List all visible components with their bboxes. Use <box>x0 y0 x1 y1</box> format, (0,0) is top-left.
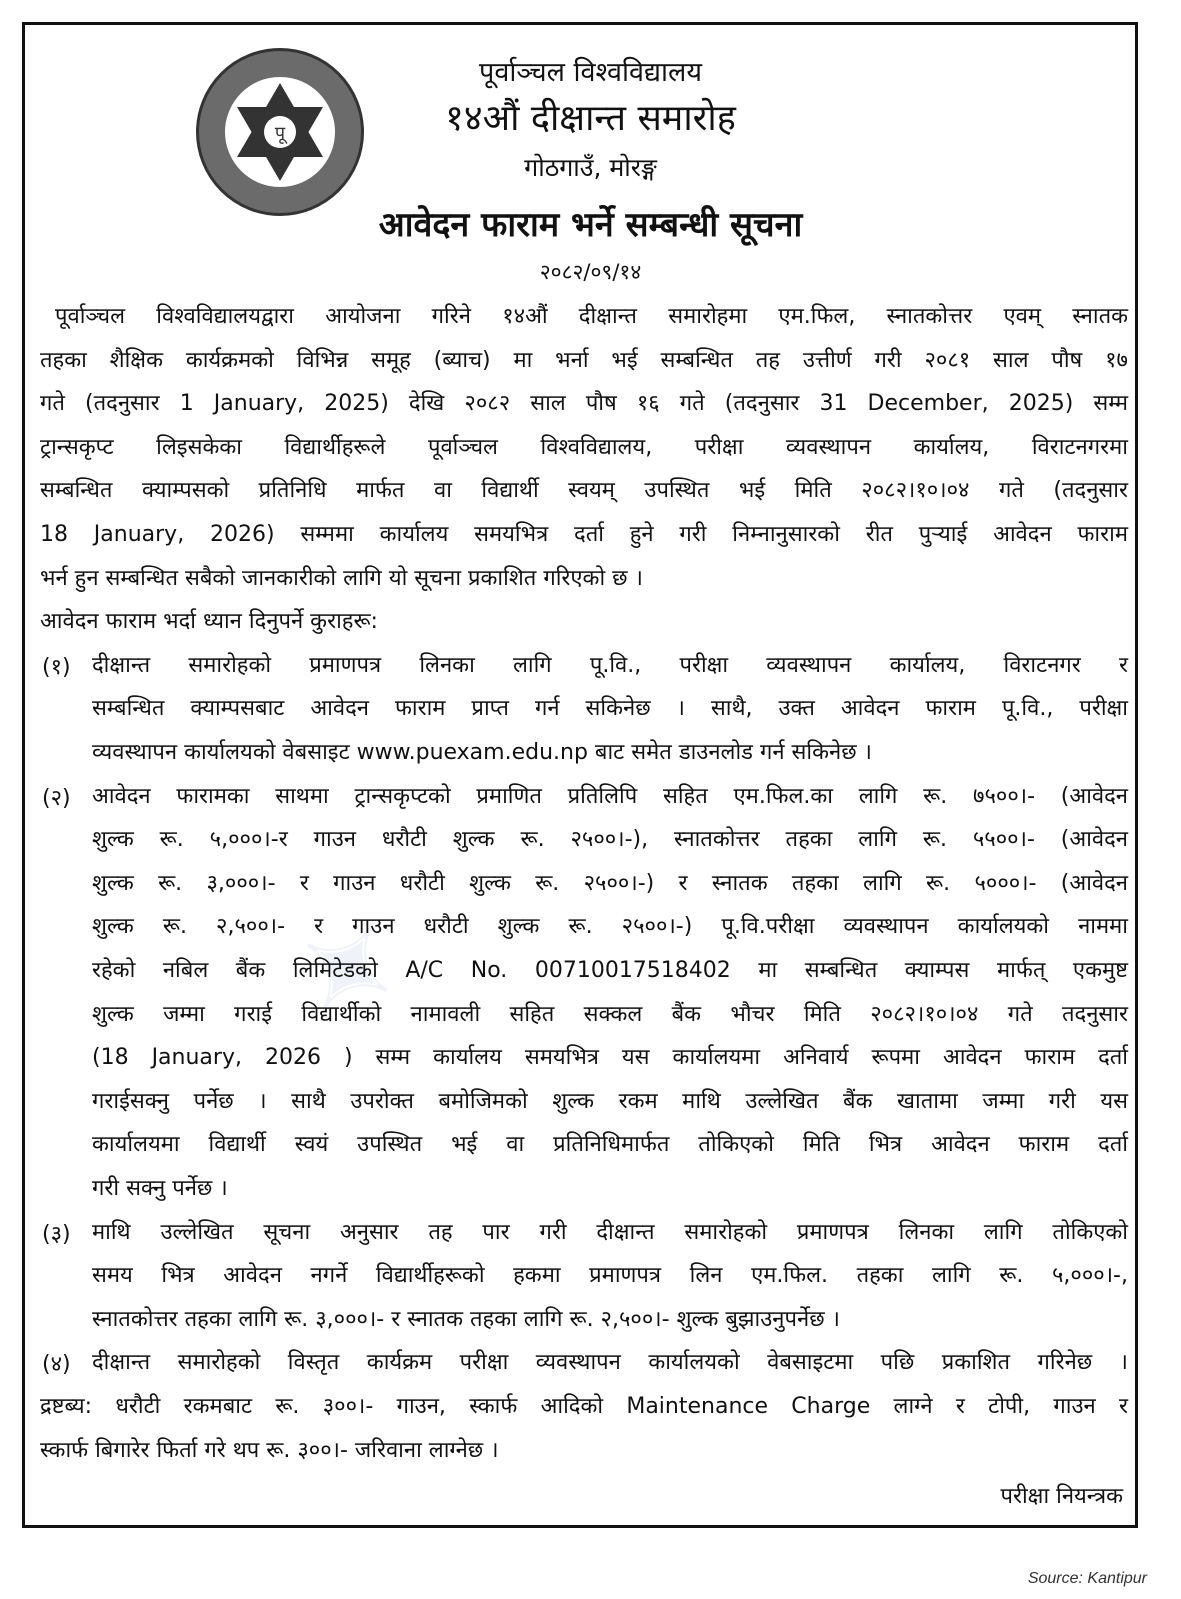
notice-title: आवेदन फाराम भर्ने सम्बन्धी सूचना <box>378 205 803 245</box>
text-line: व्यवस्थापन कार्यालयको वेबसाइट www.puexam.edu.np बाट समेत डाउनलोड गर्न सकिनेछ । <box>92 740 872 765</box>
text-line: तहका शैक्षिक कार्यक्रमको विभिन्न समूह (ब्याच) मा भर्ना भई सम्बन्धित तह उत्तीर्ण गरी २०८१ साल पौष १७ <box>40 347 1128 373</box>
location: गोठगाउँ, मोरङ्ग <box>524 153 657 182</box>
text-line: गते (तदनुसार 1 January, 2025) देखि २०८२ साल पौष १६ गते (तदनुसार 31 December, 2025) सम्म <box>40 391 1128 417</box>
point-number: (३) <box>42 1221 71 1247</box>
text-line: शुल्क रू. ५,०००।-र गाउन धरौटी शुल्क रू. २५००।-), स्नातकोत्तर तहका लागि रू. ५५००।- (आवेदन <box>92 827 1128 853</box>
text-line: माथि उल्लेखित सूचना अनुसार तह पार गरी दीक्षान्त समारोहको प्रमाणपत्र लिनका लागि तोकिएको <box>92 1219 1128 1245</box>
text-line: स्कार्फ बिगारेर फिर्ता गरे थप रू. ३००।- जरिवाना लाग्नेछ । <box>40 1437 499 1463</box>
text-line: आवेदन फारामका साथमा ट्रान्सकृप्टको प्रमाणित प्रतिलिपि सहित एम.फिल.का लागि रू. ७५००।- (आवेदन <box>92 783 1128 809</box>
svg-text:पू: पू <box>274 123 286 144</box>
text-line: शुल्क रू. २,५००।- र गाउन धरौटी शुल्क रू. २५००।-) पू.वि.परीक्षा व्यवस्थापन कार्यालयको नाममा <box>92 914 1128 940</box>
text-line: गरी सक्नु पर्नेछ । <box>92 1176 228 1201</box>
text-line: ट्रान्सकृप्ट लिइसकेका विद्यार्थीहरूले पूर्वाञ्चल विश्वविद्यालय, परीक्षा व्यवस्थापन कार्यालय, विराटनगरमा <box>40 434 1128 460</box>
point-number: (२) <box>42 785 71 811</box>
text-line: पूर्वाञ्चल विश्वविद्यालयद्वारा आयोजना गरिने १४औं दीक्षान्त समारोहमा एम.फिल, स्नातकोत्तर एवम् स्नातक <box>55 304 1128 329</box>
text-line: समय भित्र आवेदन नगर्ने विद्यार्थीहरूको हकमा प्रमाणपत्र लिन एम.फिल. तहका लागि रू. ५,०००।-, <box>92 1263 1128 1289</box>
text-line: (18 January, 2026 ) सम्म कार्यालय समयभित्र यस कार्यालयमा अनिवार्य रूपमा आवेदन फाराम दर्ता <box>92 1045 1128 1071</box>
text-line: गराईसक्नु पर्नेछ । साथै उपरोक्त बमोजिमको शुल्क रकम माथि उल्लेखित बैंक खातामा जम्मा गरी यस <box>92 1088 1128 1114</box>
text-line: 18 January, 2026) सम्ममा कार्यालय समयभित्र दर्ता हुने गरी निम्नानुसारको रीत पुर्‍याई आवेदन फाराम <box>40 522 1128 547</box>
text-line: रहेको नबिल बैंक लिमिटेडको A/C No. 00710017518402 मा सम्बन्धित क्याम्पस मार्फत् एकमुष्ट <box>92 958 1128 983</box>
text-line: कार्यालयमा विद्यार्थी स्वयं उपस्थित भई वा प्रतिनिधिमार्फत तोकिएको मिति भित्र आवेदन फाराम दर्ता <box>92 1132 1128 1158</box>
event-title: १४औं दीक्षान्त समारोह <box>445 98 736 139</box>
watermark: ✦ <box>266 892 434 1047</box>
signature: परीक्षा नियन्त्रक <box>1000 1484 1123 1509</box>
text-line: दीक्षान्त समारोहको विस्तृत कार्यक्रम परीक्षा व्यवस्थापन कार्यालयको वेबसाइटमा पछि प्रकाशित गरिनेछ । <box>92 1350 1128 1376</box>
point-number: (१) <box>42 654 71 680</box>
university-name: पूर्वाञ्चल विश्वविद्यालय <box>479 57 702 88</box>
text-line: भर्न हुन सम्बन्धित सबैको जानकारीको लागि यो सूचना प्रकाशित गरिएको छ । <box>40 565 643 591</box>
text-line: शुल्क रू. ३,०००।- र गाउन धरौटी शुल्क रू. २५००।-) र स्नातक तहका लागि रू. ५०००।- (आवेदन <box>92 870 1128 896</box>
text-line: सम्बन्धित क्याम्पसको प्रतिनिधि मार्फत वा विद्यार्थी स्वयम् उपस्थित भई मिति २०८२।१०।०४ गते (तदनुसार <box>40 478 1128 504</box>
notice-date: २०८२/०९/१४ <box>539 260 642 284</box>
text-line: सम्बन्धित क्याम्पसबाट आवेदन फाराम प्राप्त गर्न सकिनेछ । साथै, उक्त आवेदन फाराम पू.वि., परीक्षा <box>92 696 1128 722</box>
point-number: (४) <box>42 1352 71 1378</box>
text-line: दीक्षान्त समारोहको प्रमाणपत्र लिनका लागि पू.वि., परीक्षा व्यवस्थापन कार्यालय, विराटनगर र <box>92 652 1128 678</box>
source-credit: Source: Kantipur <box>1027 1570 1147 1587</box>
text-line: द्रष्टब्य: धरौटी रकमबाट रू. ३००।- गाउन, स्कार्फ आदिको Maintenance Charge लाग्ने र टोपी, गाउन र <box>40 1394 1128 1419</box>
text-line: स्नातकोत्तर तहका लागि रू. ३,०००।- र स्नातक तहका लागि रू. २,५००।- शुल्क बुझाउनुपर्नेछ । <box>92 1306 840 1332</box>
text-line: आवेदन फाराम भर्दा ध्यान दिनुपर्ने कुराहरू: <box>40 609 378 635</box>
text-line: शुल्क जम्मा गराई विद्यार्थीको नामावली सहित सक्कल बैंक भौचर मिति २०८२।१०।०४ गते तदनुसार <box>92 1001 1128 1027</box>
